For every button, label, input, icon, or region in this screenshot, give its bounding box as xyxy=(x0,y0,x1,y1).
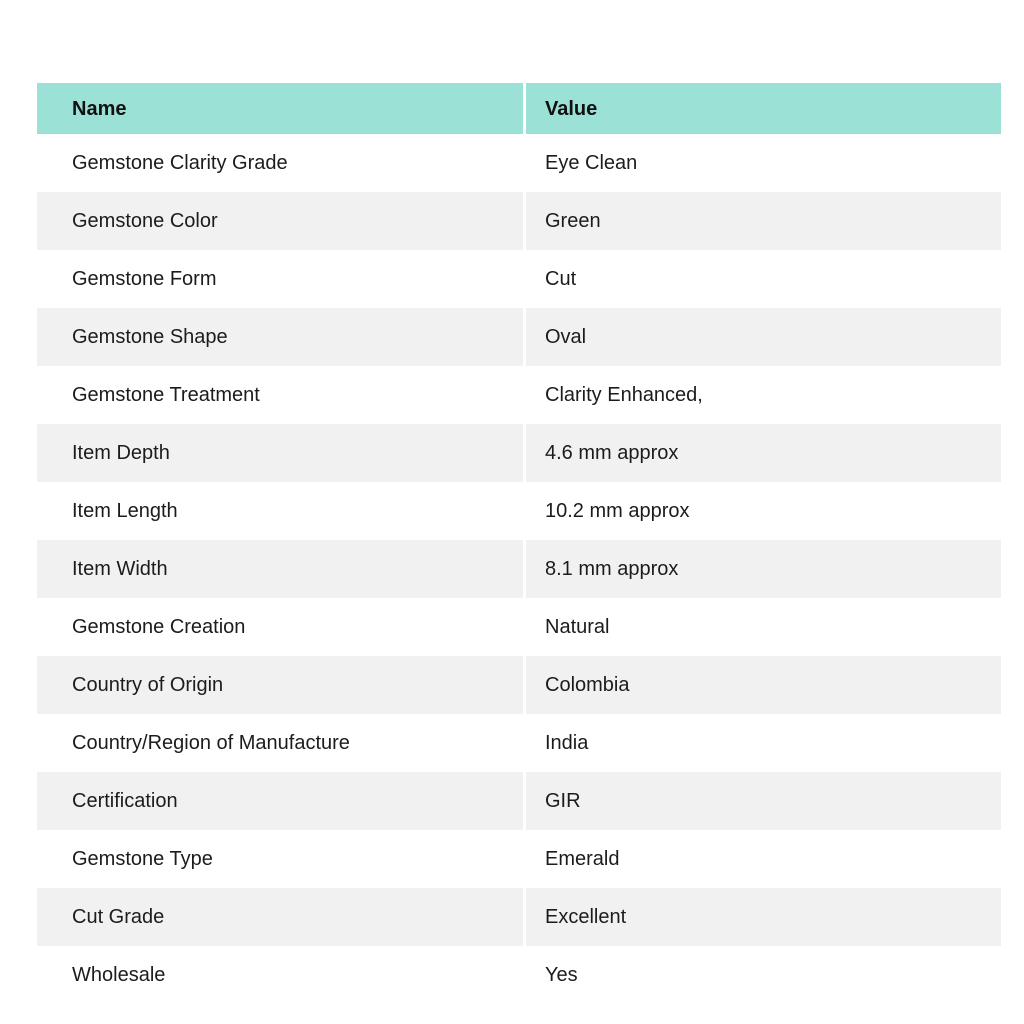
row-value-cell: Oval xyxy=(526,308,1001,366)
row-name-cell: Wholesale xyxy=(37,946,523,1004)
table-row xyxy=(37,656,1001,714)
row-value-cell: Clarity Enhanced, xyxy=(526,366,1001,424)
row-value-cell: Yes xyxy=(526,946,1001,1004)
table-row xyxy=(37,482,1001,540)
row-name-cell: Gemstone Color xyxy=(37,192,523,250)
table-header-row xyxy=(37,83,1001,134)
table-row xyxy=(37,946,1001,1004)
row-name-cell: Cut Grade xyxy=(37,888,523,946)
row-value-cell: 8.1 mm approx xyxy=(526,540,1001,598)
table-body xyxy=(37,134,1001,1004)
table-row xyxy=(37,366,1001,424)
table-row xyxy=(37,192,1001,250)
row-name-cell: Country/Region of Manufacture xyxy=(37,714,523,772)
row-value-cell: Green xyxy=(526,192,1001,250)
row-name-cell: Gemstone Type xyxy=(37,830,523,888)
table-row xyxy=(37,598,1001,656)
row-name-cell: Item Width xyxy=(37,540,523,598)
row-value-cell: Cut xyxy=(526,250,1001,308)
row-value-cell: 4.6 mm approx xyxy=(526,424,1001,482)
row-name-cell: Country of Origin xyxy=(37,656,523,714)
item-specifics-table xyxy=(37,83,1001,1004)
row-value-cell: 10.2 mm approx xyxy=(526,482,1001,540)
table-row xyxy=(37,830,1001,888)
header-cell-value: Value xyxy=(526,83,1001,134)
row-value-cell: GIR xyxy=(526,772,1001,830)
row-name-cell: Item Length xyxy=(37,482,523,540)
table-row xyxy=(37,250,1001,308)
row-value-cell: Excellent xyxy=(526,888,1001,946)
table-row xyxy=(37,134,1001,192)
table-row xyxy=(37,772,1001,830)
row-name-cell: Gemstone Clarity Grade xyxy=(37,134,523,192)
row-value-cell: Colombia xyxy=(526,656,1001,714)
row-value-cell: Emerald xyxy=(526,830,1001,888)
table-row xyxy=(37,308,1001,366)
row-value-cell: Eye Clean xyxy=(526,134,1001,192)
table-row xyxy=(37,714,1001,772)
row-name-cell: Gemstone Treatment xyxy=(37,366,523,424)
header-cell-name: Name xyxy=(37,83,523,134)
row-name-cell: Gemstone Creation xyxy=(37,598,523,656)
row-name-cell: Gemstone Form xyxy=(37,250,523,308)
row-name-cell: Gemstone Shape xyxy=(37,308,523,366)
table-row xyxy=(37,424,1001,482)
row-name-cell: Item Depth xyxy=(37,424,523,482)
row-value-cell: India xyxy=(526,714,1001,772)
table-row xyxy=(37,540,1001,598)
table-row xyxy=(37,888,1001,946)
row-value-cell: Natural xyxy=(526,598,1001,656)
row-name-cell: Certification xyxy=(37,772,523,830)
